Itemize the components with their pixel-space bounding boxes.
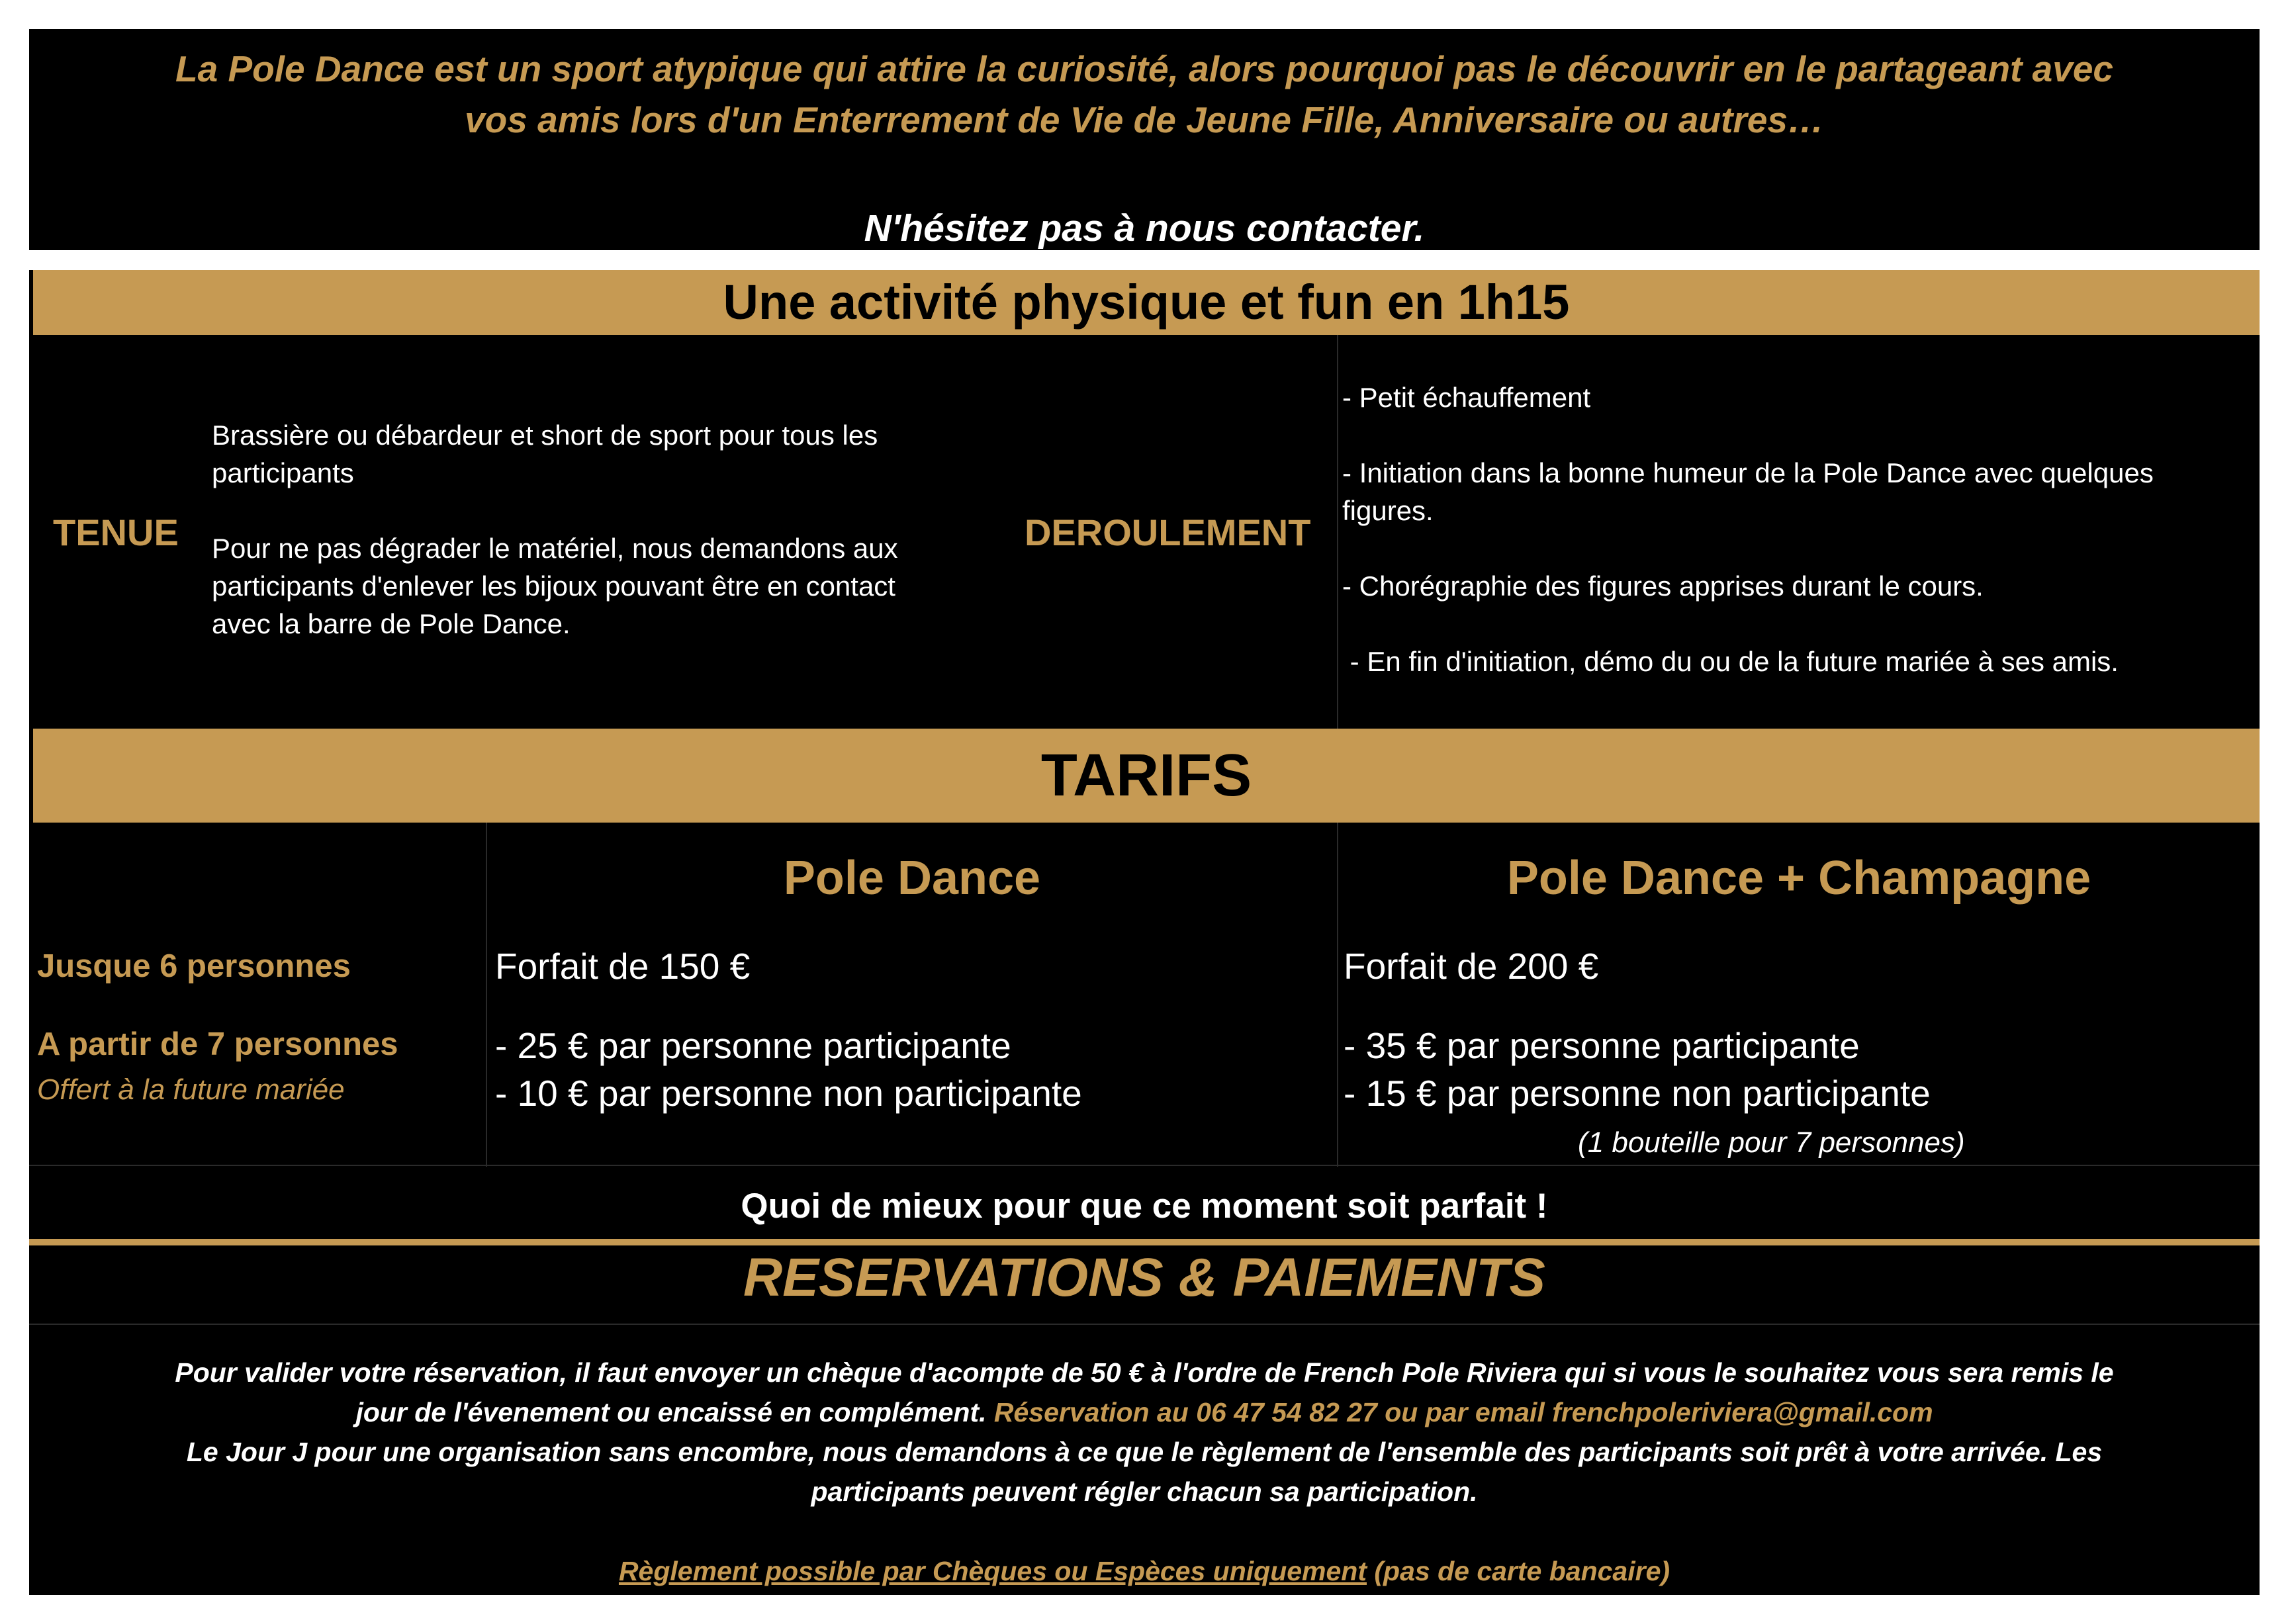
booking-contact: Réservation au 06 47 54 82 27 ou par email frenchpoleriviera@gmail.com <box>986 1397 1933 1427</box>
step-item: - En fin d'initiation, démo du ou de la future mariée à ses amis. <box>1342 646 2119 677</box>
deroulement-steps <box>1342 379 2256 680</box>
activity-title: Une activité physique et fun en 1h15 <box>33 270 2260 335</box>
intro-line-2: vos amis lors d'un Enterrement de Vie de Jeune Fille, Anniversaire ou autres… <box>465 99 1824 140</box>
step-item: - Petit échauffement <box>1342 382 1591 413</box>
step-item: - Chorégraphie des figures apprises durant le cours. <box>1342 570 1984 602</box>
deroulement-label: DEROULEMENT <box>1025 512 1311 553</box>
bride-offer-note: Offert à la future mariée <box>37 1073 345 1106</box>
payment-methods-underlined: Règlement possible par Chèques ou Espèces uniquement <box>618 1556 1367 1586</box>
price-pole-large <box>495 1022 1082 1117</box>
price-champagne-small: Forfait de 200 € <box>1344 946 1599 987</box>
contact-invite: N'hésitez pas à nous contacter. <box>864 207 1425 249</box>
reservations-title: RESERVATIONS & PAIEMENTS <box>743 1247 1545 1308</box>
spacer <box>212 492 1072 529</box>
resa-line: participants peuvent régler chacun sa participation. <box>811 1476 1478 1507</box>
tenue-line: avec la barre de Pole Dance. <box>212 608 571 639</box>
intro-text <box>29 44 2260 146</box>
pole-dance-header: Pole Dance <box>783 852 1041 905</box>
tarif-bottom-rule <box>29 1165 2260 1166</box>
resa-text: jour de l'évenement ou encaissé en complément. <box>355 1397 987 1427</box>
tenue-description <box>212 416 1072 643</box>
resa-line: Pour valider votre réservation, il faut envoyer un chèque d'acompte de 50 € à l'ordre de French Pole Riviera qui si vous le souhaitez vous sera remis le <box>175 1357 2114 1388</box>
price-champagne-large <box>1344 1022 1931 1117</box>
white-divider <box>29 250 2260 270</box>
tagline: Quoi de mieux pour que ce moment soit parfait ! <box>741 1187 1548 1226</box>
flyer-sheet <box>29 29 2260 1595</box>
tarifs-title: TARIFS <box>33 729 2260 823</box>
reservations-body <box>56 1353 2233 1591</box>
tenue-label: TENUE <box>53 512 179 553</box>
gold-divider <box>29 1239 2260 1245</box>
tenue-line: participants <box>212 457 354 488</box>
price-line: - 10 € par personne non participante <box>495 1073 1082 1114</box>
intro-line-1: La Pole Dance est un sport atypique qui attire la curiosité, alors pourquoi pas le découvrir en le partageant avec <box>175 48 2114 89</box>
column-divider <box>1337 335 1338 729</box>
price-line: - 15 € par personne non participante <box>1344 1073 1931 1114</box>
resa-line <box>56 1392 2233 1432</box>
payment-methods <box>56 1551 2233 1591</box>
tenue-line: Pour ne pas dégrader le matériel, nous demandons aux <box>212 533 898 564</box>
resa-line: Le Jour J pour une organisation sans encombre, nous demandons à ce que le règlement de l'ensemble des participants soit prêt à votre arrivée. Les <box>186 1437 2103 1467</box>
tenue-line: participants d'enlever les bijoux pouvant être en contact <box>212 570 895 602</box>
spacer <box>56 1511 2233 1551</box>
step-item: - Initiation dans la bonne humeur de la Pole Dance avec quelques <box>1342 457 2154 488</box>
champagne-header: Pole Dance + Champagne <box>1506 852 2091 905</box>
spacer <box>1342 416 2256 454</box>
price-line: - 25 € par personne participante <box>495 1025 1011 1066</box>
spacer <box>1342 605 2256 643</box>
bottle-note: (1 bouteille pour 7 personnes) <box>1578 1126 1965 1159</box>
row-label-large-group: A partir de 7 personnes <box>37 1026 398 1062</box>
spacer <box>1342 529 2256 567</box>
price-line: - 35 € par personne participante <box>1344 1025 1860 1066</box>
tenue-line: Brassière ou débardeur et short de sport pour tous les <box>212 420 878 451</box>
row-label-small-group: Jusque 6 personnes <box>37 948 351 984</box>
price-pole-small: Forfait de 150 € <box>495 946 751 987</box>
payment-methods-note: (pas de carte bancaire) <box>1367 1556 1670 1586</box>
reservations-rule <box>29 1324 2260 1325</box>
step-item: figures. <box>1342 495 1434 526</box>
